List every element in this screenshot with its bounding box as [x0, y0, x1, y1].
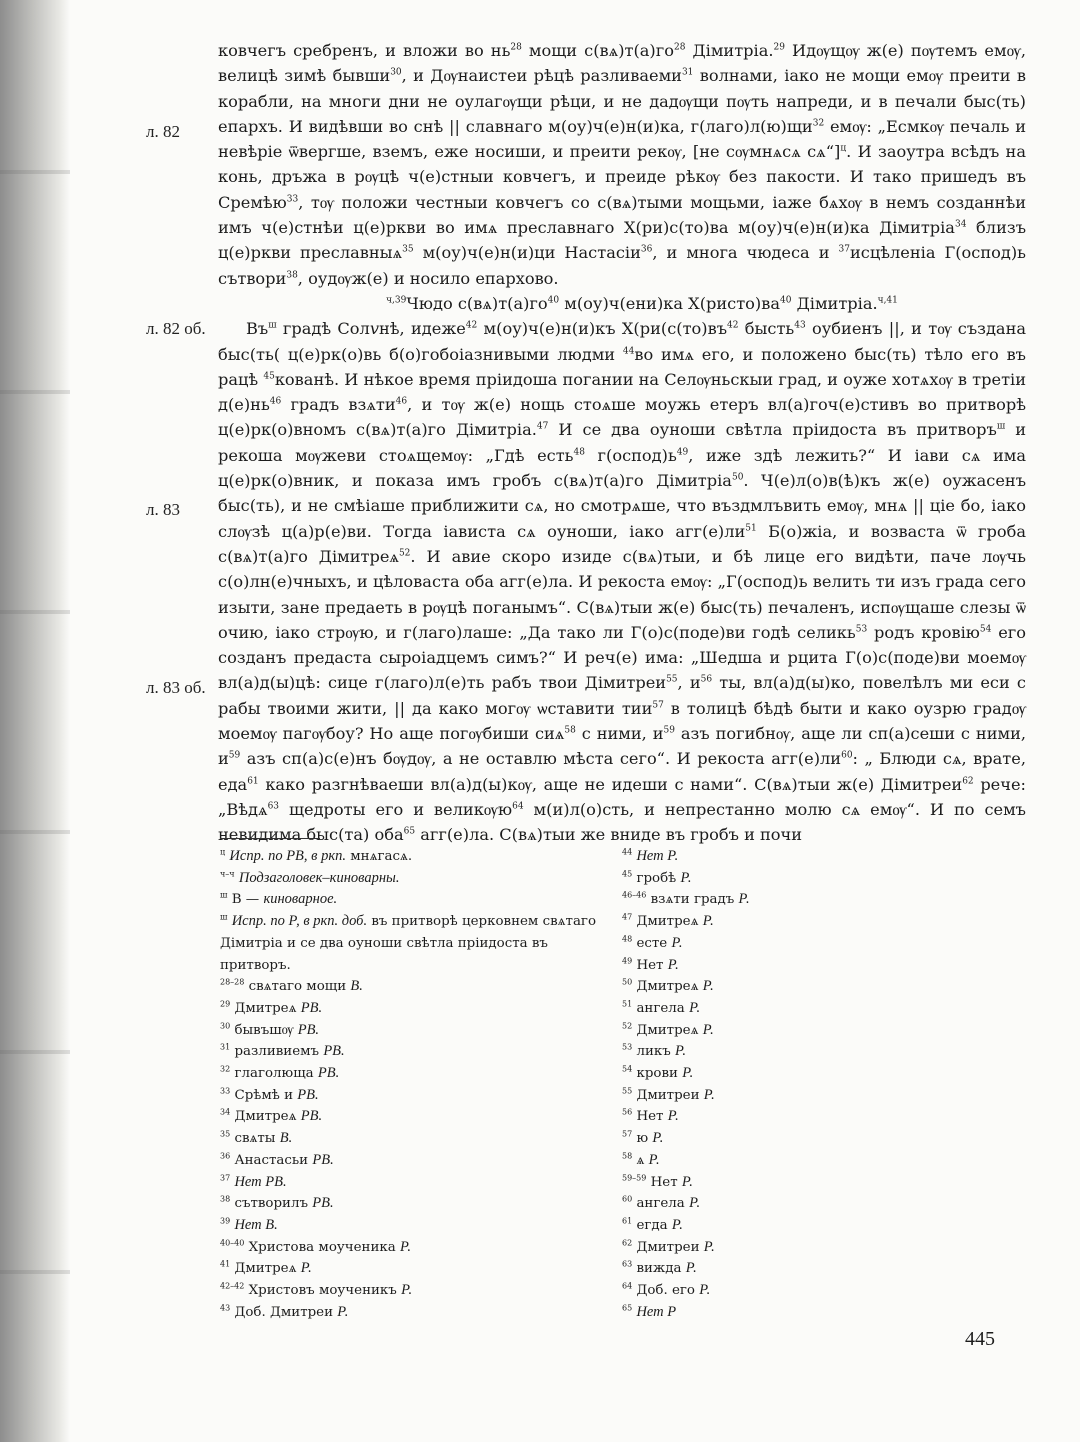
footnote-ref: 30: [390, 67, 402, 78]
footnote-marker: 49: [622, 956, 633, 966]
paragraph-2: $Въ^ш$ градѣ Сол𝑣нѣ, идеже$^{42}$ м(оу)ч(е)н(и)къ $Х(ри(с(то)въ^{42}$ бысть$^{43}$ оубиенъ ||, и тѹ създана быс(ть( ц(е)рк(о)вь б(о)гобоіазнивыми людми $^{44}$во имѧ его, и положено быс(ть) тѣло его въ рацѣ $^{45}$кованѣ. И нѣкое время пріидоша погании на Селѹньскыи град, и оуже хотѧхѹ в третіи $д(е)нь^{46}$ градъ взѧти$^{46}$, и тѹ ж(е) нощь стоѧше моужь етеръ вл(а)гоч(е)стивъ во притворѣ ц(е)рк(о)вномъ с(вѧ)т(а)го Дімитріа.$^{47}$ И се два оуноши свѣтла пріидоста въ притворъ$^ш$ и рекоша мѹжеви стоѧщемѹ: „Гдѣ есть$^{48}$ $г(оспод)ь^{49}$, иже здѣ лежить?“ И іави сѧ има ц(е)рк(о)вник, и показа имъ гробъ с(вѧ)т(а)го Дімитріа$^{50}$. Ч(е)л(о)в(ѣ)къ ж(е) оужасенъ быс(ть), и не смѣіаше приближити сѧ, но смотрѧше, что въздмлъвить емѹ, мнѧ || ціе бо, іако слѹзѣ ц(а)р(е)ви. Тогда іависта сѧ оуноши, іако $агг(е)ли^{51}$ Б(о)жіа, и возваста ѿ гроба с(вѧ)т(а)го Дімитреѧ$^{52}$. И авие скоро изиде с(вѧ)тыи, и бѣ лице его видѣти, паче лѹчь с(о)лн(е)чныхъ, и цѣловаста оба агг(е)ла. И рекоста емѹ: „Г(оспод)ь велить ти изъ града сего изыти, зане предаеть в рѹцѣ поганымъ“. С(вѧ)тыи ж(е) быс(ть) печаленъ, испѹщаше слезы ѿ очию, іако стрѹю, и г(лаго)лаше: „Да тако ли Г(о)с(поде)ви годѣ селикь$^{53}$ родъ кровію$^{54}$ его созданъ предаста сыроіадцемъ симъ?“ И реч(е) има: „Шедша и рцита Г(о)с(поде)ви моемѹ вл(а)д(ы)цѣ: сице г(лаго)л(е)ть рабъ твои Дімитреи$^{55}$, $и^{56}$ ты, вл(а)д(ы)ко, повелѣлъ ми еси с рабы твоими жити, || да како могѹ ѡставити тии$^{57}$ в толицѣ бѣдѣ быти и како оузрю градѹ моемѹ пагѹбоу? Но аще погѹбиши сиѧ$^{58}$ с ними, $и^{59}$ азъ погибнѹ, аще ли сп(а)сеши с ними, $и^{59}$ азъ сп(а)с(е)нъ бѹдѹ, а не оставлю мѣста сего“. И рекоста $агг(е)ли^{60}$: „ Блюди сѧ, врате, еда$^{61}$ како разгнѣваеши вл(а)д(ы)кѹ, аще не идеши с нами“. С(вѧ)тыи ж(е) Дімитреи$^{62}$ рече: „Вѣдѧ$^{63}$ щедроты его и великѹю$^{64}$ м(и)л(о)сть, и непрестанно молю сѧ емѹ“. И по семъ невидима быс(та) оба$^{65}$ агг(е)ла. С(вѧ)тыи же вниде въ гробъ и почи: [218, 319, 1027, 845]
footnote: $^{65}$ Нет Р: [622, 1303, 677, 1320]
footnote-ref: 47: [536, 422, 549, 433]
footnote: $^{56}$ Нет Р.: [622, 1107, 679, 1125]
footnote: $^{33}$ Срѣмѣ и РВ.: [220, 1086, 319, 1103]
footnote: $^{39}$ Нет В.: [220, 1216, 278, 1233]
footnote-ref: 60: [841, 750, 853, 761]
paragraph-1: ковчегъ сребренъ, и вложи во $нь^{28}$ мощи $с(вѧ)т(а)го^{28}$ Дімитріа.$^{29}$ Идѹщѹ ж(е) пѹтемъ емѹ, велицѣ зимѣ бывши$^{30}$, и Дѹнаистеи рѣцѣ разливаеми$^{31}$ волнами, іако не мощи емѹ преити в корабли, на многи дни не оулагѹщи рѣци, и не дадѹщи пѹть напреди, и в печали быс(ть) епархъ. И видѣвши во снѣ || славнаго м(оу)ч(е)н(и)ка, $г(лаго)л(ю)щи^{32}$ емѹ: „Есмкѹ печаль и невѣріе ѿвергше, вземъ, еже носиши, и преити рекѹ, [не сѹмнѧсѧ сѧ“]$^ц$. И заоутра всѣдъ на конь, дръжа в рѹцѣ ч(е)стныи ковчегъ, и преиде рѣкѹ без пакости. И тако пришедъ въ Сремѣю$^{33}$, тѹ положи честныи ковчегъ со с(вѧ)тыми мощьми, іаже бѧхѹ в немъ созданнѣи имъ ч(е)стнѣи ц(е)ркви во имѧ преславнаго Х(ри)с(то)ва м(оу)ч(е)н(и)ка Дімитріа$^{34}$ близъ ц(е)ркви преславныѧ$^{35}$ м(оу)ч(е)н(и)ци Настасіи$^{36}$, и многа чюдеса и $^{37}$исцѣленіа Г(оспод)ь сътвори$^{38}$, оудѹж(е) и носило епархово.: [218, 41, 1026, 288]
footnote-separator: [220, 838, 320, 839]
footnote-marker: 58: [622, 1151, 633, 1161]
footnote-marker: 42–42: [220, 1281, 245, 1291]
footnote: $^ш$ В — киноварное.: [220, 890, 338, 908]
footnote-marker: 50: [622, 977, 633, 987]
footnote-ref: 36: [640, 244, 653, 255]
footnote-ref: 33: [286, 194, 299, 205]
facing-page-ghost: [0, 0, 70, 1442]
footnote: $^{62}$ Дмитреи Р.: [622, 1238, 715, 1255]
footnote-ref: 54: [979, 624, 992, 635]
page-number: 445: [965, 1328, 995, 1350]
footnote-ref: 57: [652, 700, 664, 711]
footnote-ref: 45: [263, 371, 275, 382]
footnote: $^{32}$ глаголюща РВ.: [220, 1064, 340, 1082]
footnote: $^{48}$ есте Р.: [622, 934, 683, 951]
footnote-ref: 46: [395, 396, 408, 407]
footnote: $^{41}$ Дмитреѧ Р.: [220, 1259, 312, 1277]
footnote: $^{34}$ Дмитреѧ РВ.: [220, 1107, 323, 1125]
footnote: $^{29}$ Дмитреѧ РВ.: [220, 999, 323, 1016]
footnote-ref: 42: [727, 320, 739, 331]
footnote-ref: ч,39: [386, 295, 407, 306]
footnote-marker: 60: [622, 1194, 633, 1204]
footnote: $^{28-28}$ свѧтаго мощи В.: [220, 977, 363, 995]
footnote-marker: 32: [220, 1064, 231, 1074]
footnote-ref: 52: [398, 548, 411, 559]
footnote-marker: 34: [220, 1107, 231, 1117]
footnote-marker: 48: [622, 934, 633, 944]
footnotes-left-column: [220, 846, 600, 1323]
footnote: $^ш$ Испр. по Р, в ркп. доб. въ притворѣ церковнем свѧтаго Дімитріа и се два оуноши свѣтла пріидоста въ притворъ.: [220, 912, 597, 973]
footnote-marker: 64: [622, 1281, 633, 1291]
footnote-ref: 63: [267, 801, 280, 812]
main-text: [218, 38, 1026, 848]
footnote: $^{59-59}$ Нет Р.: [622, 1173, 693, 1190]
footnote-marker: 53: [622, 1042, 633, 1052]
folio-marker: л. 82 об.: [146, 319, 206, 338]
footnote: $^{37}$ Нет РВ.: [220, 1173, 287, 1190]
footnote-marker: 38: [220, 1194, 231, 1204]
footnote-marker: 41: [220, 1259, 231, 1269]
footnote: $^{64}$ Доб. его Р.: [622, 1281, 711, 1299]
footnote-marker: 43: [220, 1303, 231, 1313]
footnote: $^{63}$ вижда Р.: [622, 1259, 697, 1277]
footnote-marker: 36: [220, 1151, 231, 1161]
footnote-ref: 35: [402, 244, 414, 255]
footnote-marker: 54: [622, 1064, 633, 1074]
footnote-marker: 35: [220, 1129, 231, 1139]
footnote: $^{42-42}$ Христовъ моученикъ Р.: [220, 1281, 413, 1299]
footnote-marker: 63: [622, 1259, 633, 1269]
footnote: $^{35}$ свѧты В.: [220, 1129, 293, 1147]
footnote-marker: 44: [622, 847, 633, 857]
footnote: $^{38}$ сътворилъ РВ.: [220, 1194, 334, 1212]
footnote: $^{ч-ч}$ Подзаголовек–киноварны.: [220, 869, 400, 886]
footnote: $^{61}$ егда Р.: [622, 1216, 683, 1233]
footnote-ref: ш: [996, 422, 1006, 433]
footnote-marker: 56: [622, 1107, 633, 1117]
footnote-ref: 28: [673, 42, 686, 53]
footnote-ref: 59: [228, 750, 241, 761]
footnotes-right-column: [622, 846, 952, 1323]
footnote-ref: 51: [745, 523, 757, 534]
footnote-marker: 40–40: [220, 1238, 245, 1248]
footnote: $^{49}$ Нет Р.: [622, 956, 679, 973]
footnote-marker: 65: [622, 1303, 633, 1313]
footnote-marker: 52: [622, 1021, 633, 1031]
footnote-ref: 43: [794, 320, 806, 331]
footnote: $^{52}$ Дмитреѧ Р.: [622, 1021, 714, 1038]
footnote-marker: 57: [622, 1129, 633, 1139]
footnote: $^{53}$ ликъ Р.: [622, 1042, 687, 1060]
footnote-marker: 61: [622, 1216, 633, 1226]
footnote: $^{54}$ крови Р.: [622, 1064, 694, 1082]
footnote: $^{57}$ ю Р.: [622, 1129, 664, 1147]
footnote-marker: 30: [220, 1021, 231, 1031]
footnote-ref: 65: [403, 826, 416, 837]
footnote-ref: ч,41: [877, 295, 898, 306]
footnote-marker: 31: [220, 1042, 231, 1052]
footnote-ref: ц: [840, 143, 847, 154]
footnote: $^{55}$ Дмитреи Р.: [622, 1086, 715, 1103]
footnote-ref: 40: [547, 295, 560, 306]
footnote-marker: 45: [622, 869, 633, 879]
footnote: $^{30}$ бывъшѹ РВ.: [220, 1021, 320, 1038]
footnote-marker: 39: [220, 1216, 231, 1226]
footnote: $^{36}$ Анастасьи РВ.: [220, 1151, 334, 1168]
footnote-ref: 56: [700, 675, 713, 686]
footnote-ref: 37: [838, 244, 850, 255]
footnote-ref: 46: [269, 396, 282, 407]
footnote-marker: ш: [220, 912, 228, 922]
footnote-ref: 58: [564, 725, 576, 736]
footnote-ref: 48: [573, 447, 585, 458]
footnote-marker: 29: [220, 999, 231, 1009]
footnote: $^{58}$ ѧ Р.: [622, 1151, 660, 1168]
footnote: $^{50}$ Дмитреѧ Р.: [622, 977, 714, 995]
footnote-ref: 44: [622, 346, 635, 357]
footnote: $^{47}$ Дмитреѧ Р.: [622, 912, 714, 930]
folio-marker: л. 83 об.: [146, 678, 206, 697]
footnote-marker: 62: [622, 1238, 633, 1248]
footnote-marker: 51: [622, 999, 633, 1009]
footnote-ref: ш: [268, 320, 277, 331]
footnote: $^{60}$ ангела Р.: [622, 1194, 701, 1212]
footnote-ref: 50: [731, 472, 744, 483]
footnote-marker: 55: [622, 1086, 633, 1096]
footnote-ref: 40: [780, 295, 792, 306]
chapter-heading: $^{ч,39}$Чюдо $с(вѧ)т(а)го^{40}$ м(оу)ч(ени)ка $Х(ристо)ва^{40}$ Дімитріа.$^{ч,41}$: [386, 293, 898, 313]
footnote-ref: 32: [812, 118, 825, 129]
footnote-marker: 59–59: [622, 1173, 647, 1183]
footnote: $^{40-40}$ Христова моученика Р.: [220, 1238, 412, 1255]
footnote-marker: 37: [220, 1173, 231, 1183]
folio-marker: л. 82: [146, 122, 180, 141]
footnote-marker: ц: [220, 847, 226, 857]
footnote-marker: 28–28: [220, 977, 245, 987]
footnote-marker: 46–46: [622, 890, 647, 900]
footnote: $^ц$ Испр. по РВ, в ркп. мнѧгасѧ.: [220, 847, 413, 864]
footnote-ref: 29: [773, 42, 785, 53]
folio-marker: л. 83: [146, 500, 180, 519]
footnote-ref: 49: [676, 447, 689, 458]
footnote: $^{44}$ Нет Р.: [622, 847, 679, 864]
footnote-marker: 33: [220, 1086, 231, 1096]
footnote: $^{45}$ гробѣ Р.: [622, 869, 692, 886]
footnote-ref: 28: [510, 42, 522, 53]
footnote: $^{46-46}$ взѧти градъ Р.: [622, 890, 750, 908]
footnote-ref: 64: [512, 801, 524, 812]
footnote-ref: 42: [465, 320, 478, 331]
footnote-marker: 47: [622, 912, 633, 922]
footnote-ref: 61: [247, 776, 259, 787]
footnote: $^{43}$ Доб. Дмитреи Р.: [220, 1303, 349, 1320]
footnote-ref: 59: [663, 725, 675, 736]
footnote-ref: 62: [962, 776, 974, 787]
footnote: $^{51}$ ангела Р.: [622, 999, 701, 1016]
footnote-ref: 34: [954, 219, 967, 230]
footnote-ref: 38: [286, 270, 298, 281]
footnote-marker: ш: [220, 890, 228, 900]
footnote-ref: 53: [855, 624, 868, 635]
footnote-ref: 31: [681, 67, 694, 78]
footnote: $^{31}$ разливиемъ РВ.: [220, 1042, 345, 1060]
footnote-ref: 55: [666, 675, 678, 686]
footnote-marker: ч–ч: [220, 869, 235, 879]
